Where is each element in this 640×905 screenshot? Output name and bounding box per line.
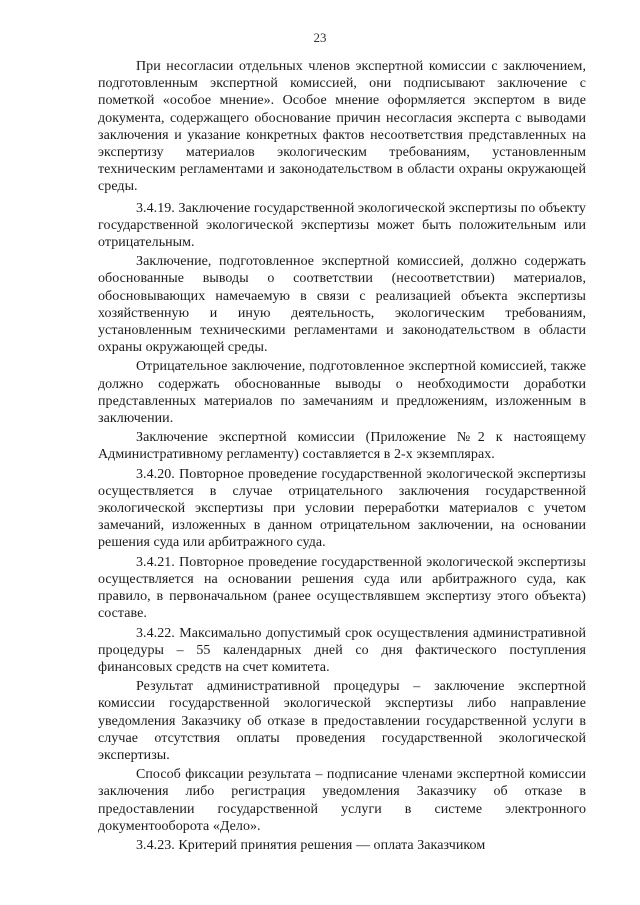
paragraph-negative-conclusion: Отрицательное заключение, подготовленное экспертной комиссией, также должно содержать обоснованные выводы о необходимости доработки представленных материалов по замечаниям и предложениям, изложенным в заключении. [98,359,586,427]
paragraph-3-4-21: 3.4.21. Повторное проведение государственной экологической экспертизы осуществляется на основании решения суда или арбитражного суда, как правило, в первоначальном (ранее осуществлявшем экспертизу этого объекта) составе. [98,554,586,622]
paragraph-conclusion-copies: Заключение экспертной комиссии (Приложение №2 к настоящему Административному регламенту) составляется в 2-х экземплярах. [98,430,586,463]
paragraph-3-4-22: 3.4.22. Максимально допустимый срок осуществления административной процедуры – 55 календарных дней со дня фактического поступления финансовых средств на счет комитета. [98,625,586,675]
paragraph-procedure-result: Результат административной процедуры – заключение экспертной комиссии государственной экологической экспертизы либо направление уведомления Заказчику об отказе в предоставлении государственной услуги в случае отсутствия оплаты проведения государственной экологической экспертизы. [98,679,586,763]
page-number: 23 [313,30,327,45]
paragraph-special-opinion: При несогласии отдельных членов экспертной комиссии с заключением, подготовленным экспертной комиссией, они подписывают заключение с пометкой «особое мнение». Особое мнение оформляется экспертом в виде документа, содержащего обоснование причин несогласия эксперта с выводами заключения и указание конкретных фактов несоответствия представленных на экспертизу материалов экологическим требованиям, установленным техническим регламентами и законодательством в области охраны окружающей среды. [98,59,586,195]
paragraph-conclusion-content: Заключение, подготовленное экспертной комиссией, должно содержать обоснованные выводы о соответствии (несоответствии) материалов, обосновывающих намечаемую в связи с реализацией объекта экспертизы хозяйственную и иную деятельность, экологическим требованиям, установленным техническими регламентами и законодательством в области охраны окружающей среды. [98,254,586,356]
paragraph-3-4-23: 3.4.23. Критерий принятия решения — оплата Заказчиком [136,837,486,853]
paragraph-3-4-19: 3.4.19. Заключение государственной экологической экспертизы по объекту государственной экологической экспертизы может быть положительным или отрицательным. [98,200,586,251]
paragraph-result-fixation: Способ фиксации результата – подписание членами экспертной комиссии заключения либо регистрация уведомления Заказчику об отказе в предоставлении государственной услуги в системе электронного документооборота «Дело». [98,767,586,834]
document-body [98,58,586,856]
paragraph-3-4-20: 3.4.20. Повторное проведение государственной экологической экспертизы осуществляется в случае отрицательного заключения государственной экологической экспертизы при условии переработки материалов с учетом замечаний, изложенных в данном отрицательном заключении, на основании решения суда или арбитражного суда. [98,466,586,551]
